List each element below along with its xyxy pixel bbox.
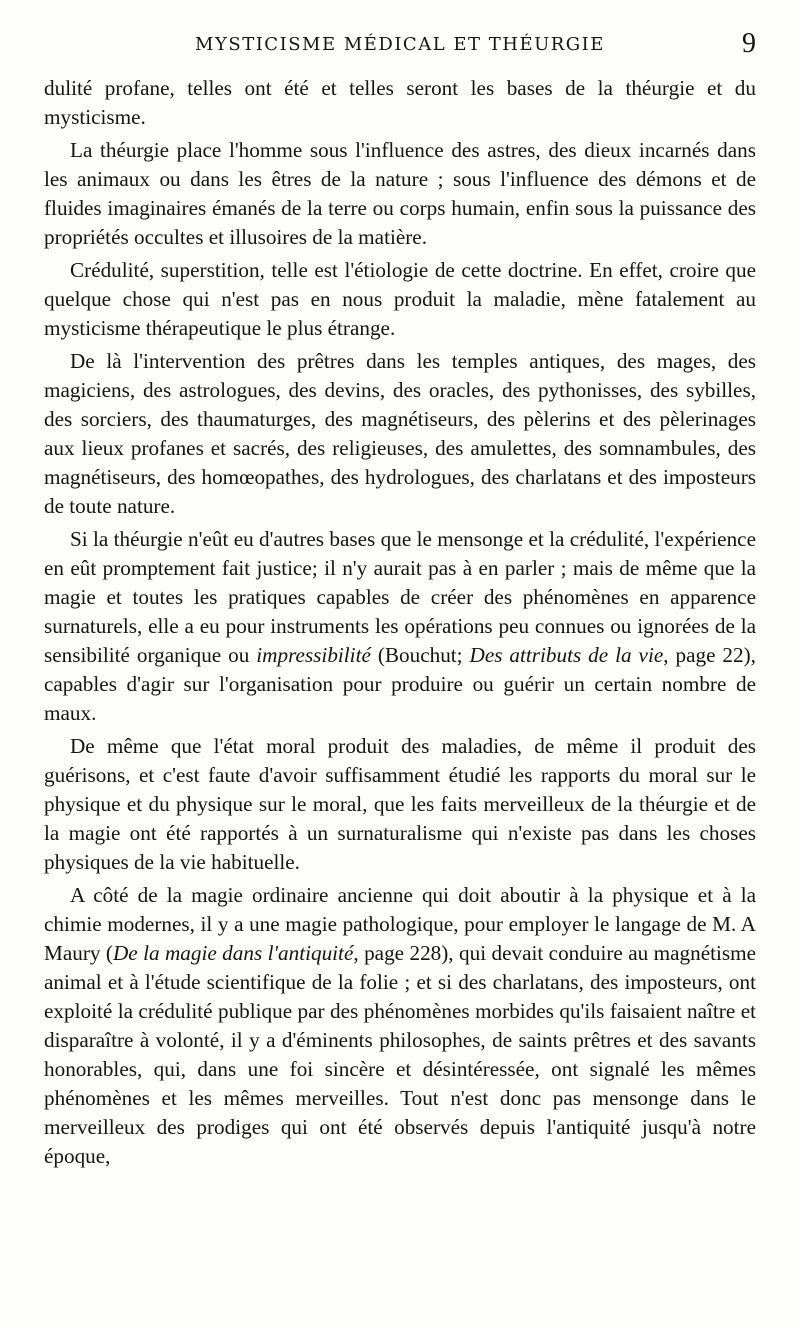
paragraph-7-text-a: A côté de la magie ordinaire ancienne qui doit aboutir à la physique et à la chimie modernes, il y a une magie pathologique, pour employer le langage de M. A Maury ( bbox=[44, 883, 756, 965]
paragraph-1: dulité profane, telles ont été et telles seront les bases de la théurgie et du mysticisme. bbox=[44, 76, 756, 129]
running-title: MYSTICISME MÉDICAL ET THÉURGIE bbox=[195, 34, 605, 55]
paragraph-5-text-b: (Bouchut; bbox=[370, 643, 470, 667]
paragraph-5-italic-b: Des attributs de la vie bbox=[469, 643, 664, 667]
paragraph-6: De même que l'état moral produit des maladies, de même il produit des guérisons, et c'est faute d'avoir suffisamment étudié les rapports du moral sur le physique et du physique sur le moral, que les faits merveilleux de la théurgie et de la magie ont été rapportés à un surnaturalisme qui n'existe pas dans les choses physiques de la vie habituelle. bbox=[44, 734, 756, 874]
paragraph-5 bbox=[44, 525, 756, 728]
paragraph-7-italic-a: De la magie dans l'antiquité bbox=[112, 941, 354, 965]
page-number: 9 bbox=[742, 28, 756, 59]
page-header bbox=[44, 28, 756, 66]
paragraph-7 bbox=[44, 881, 756, 1171]
paragraph-5-italic-a: impressibilité bbox=[256, 643, 371, 667]
paragraph-2: La théurgie place l'homme sous l'influence des astres, des dieux incarnés dans les animaux ou dans les êtres de la nature ; sous l'influence des démons et de fluides imaginaires émanés de la terre ou corps humain, enfin sous la puissance des propriétés occultes et illusoires de la matière. bbox=[44, 138, 756, 249]
paragraph-7-text-b: , page 228), qui devait conduire au magnétisme animal et à l'étude scientifique de la folie ; et si des charlatans, des imposteurs, ont exploité la crédulité publique par des phénomènes morbides qu'ils faisaient naître et disparaître à volonté, il y a d'éminents philosophes, de saints prêtres et des savants honorables, qui, dans une foi sincère et désintéressée, ont signalé les mêmes phénomènes et les mêmes merveilles. Tout n'est donc pas mensonge dans le merveilleux des prodiges qui ont été observés depuis l'antiquité jusqu'à notre époque, bbox=[44, 941, 757, 1168]
paragraph-4: De là l'intervention des prêtres dans les temples antiques, des mages, des magiciens, des astrologues, des devins, des oracles, des pythonisses, des sybilles, des sorciers, des thaumaturges, des magnétiseurs, des pèlerins et des pèlerinages aux lieux profanes et sacrés, des religieuses, des amulettes, des somnambules, des magnétiseurs, des homœopathes, des hydrologues, des charlatans et des imposteurs de toute nature. bbox=[44, 349, 756, 518]
paragraph-5-text-a: Si la théurgie n'eût eu d'autres bases que le mensonge et la crédulité, l'expérience en eût promptement fait justice; il n'y aurait pas à en parler ; mais de même que la magie et toutes les pratiques capables de créer des phénomènes en apparence surnaturels, elle a eu pour instruments les opérations peu connues ou ignorées de la sensibilité organique ou bbox=[44, 527, 756, 667]
body-text bbox=[44, 74, 756, 1171]
paragraph-5-text-c: , page 22), capables d'agir sur l'organisation pour produire ou guérir un certain nombre de maux. bbox=[44, 643, 756, 725]
paragraph-3: Crédulité, superstition, telle est l'étiologie de cette doctrine. En effet, croire que quelque chose qui n'est pas en nous produit la maladie, mène fatalement au mysticisme thérapeutique le plus étrange. bbox=[44, 258, 756, 340]
